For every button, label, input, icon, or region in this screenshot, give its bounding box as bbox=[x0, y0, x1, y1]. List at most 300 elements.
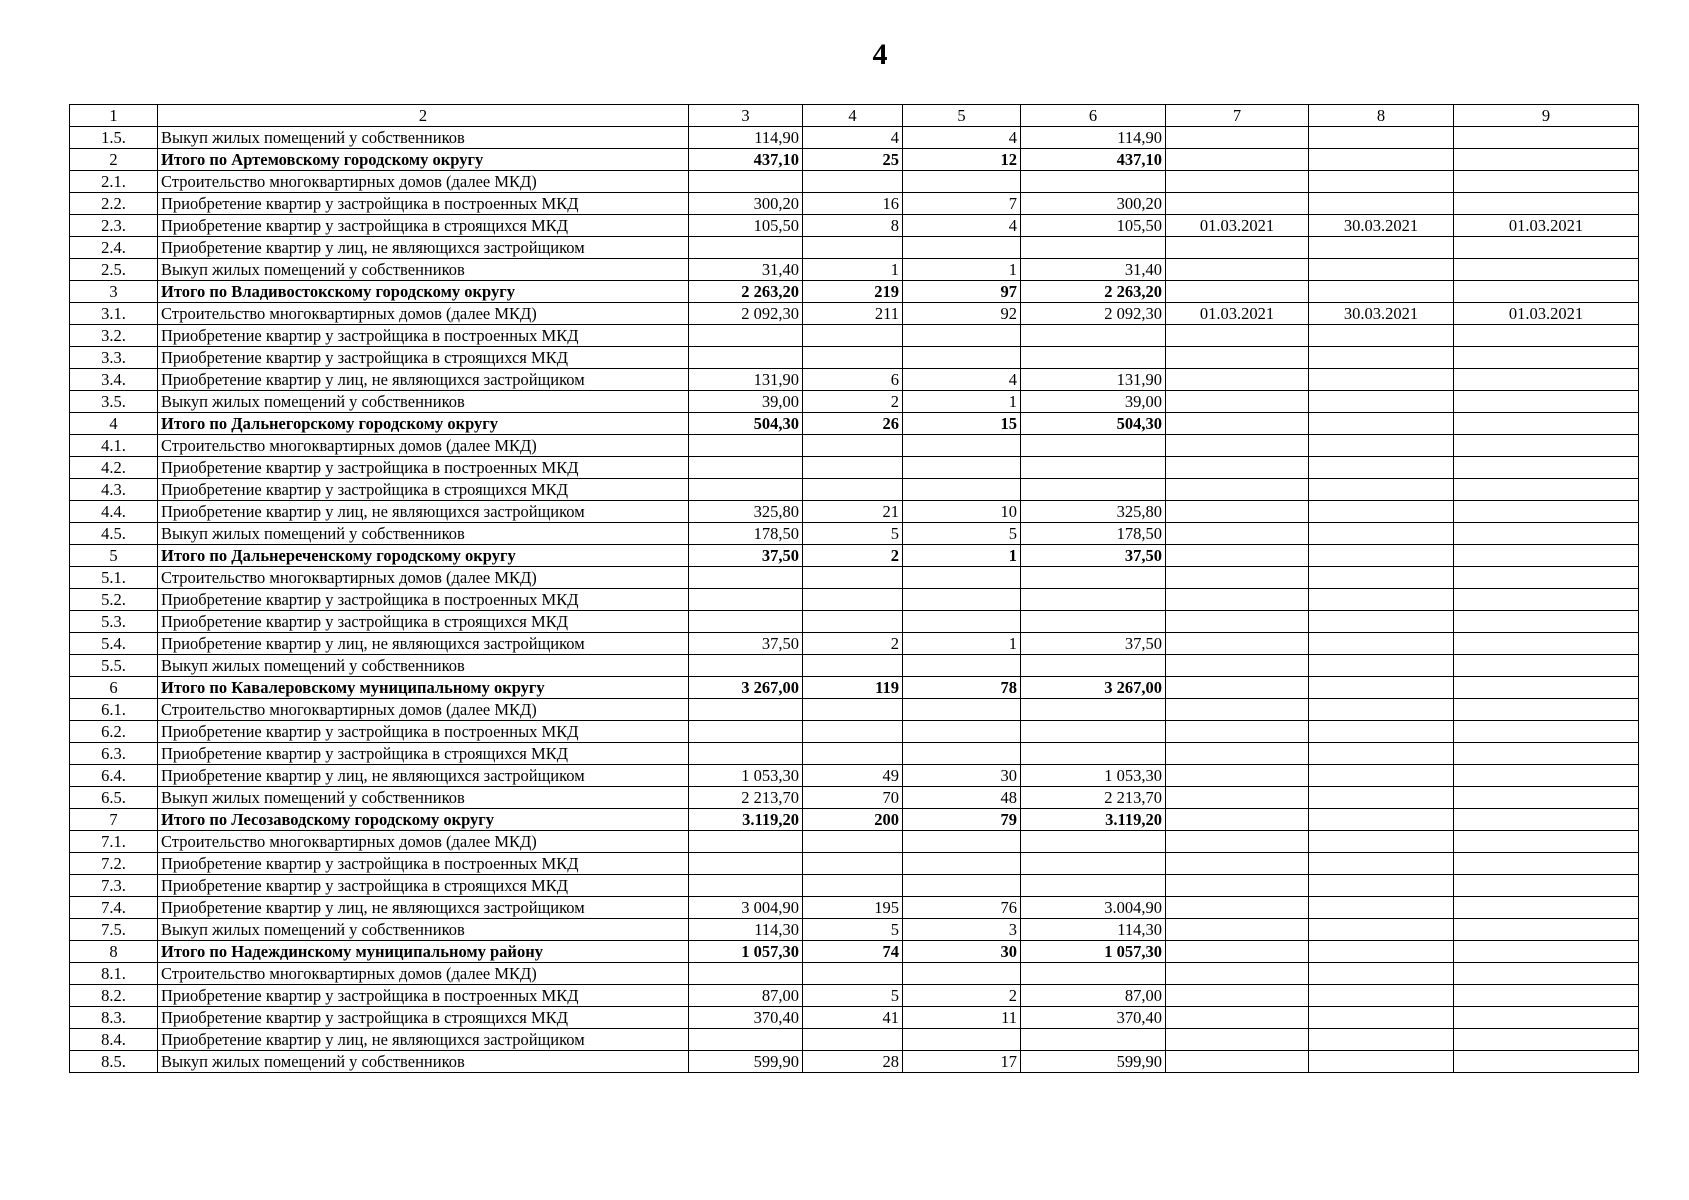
date-end bbox=[1454, 413, 1639, 435]
date-start bbox=[1166, 787, 1309, 809]
date-end bbox=[1454, 435, 1639, 457]
date-end bbox=[1454, 1051, 1639, 1073]
families-count: 5 bbox=[903, 523, 1021, 545]
families-count bbox=[903, 479, 1021, 501]
cost-value bbox=[689, 589, 803, 611]
total-value: 114,30 bbox=[1021, 919, 1166, 941]
flats-count bbox=[803, 171, 903, 193]
total-value: 1 053,30 bbox=[1021, 765, 1166, 787]
families-count bbox=[903, 963, 1021, 985]
total-value bbox=[1021, 831, 1166, 853]
flats-count: 4 bbox=[803, 127, 903, 149]
item-name: Итого по Надеждинскому муниципальному району bbox=[158, 941, 689, 963]
item-name: Приобретение квартир у лиц, не являющихся застройщиком bbox=[158, 369, 689, 391]
row-number: 5.1. bbox=[70, 567, 158, 589]
flats-count: 211 bbox=[803, 303, 903, 325]
item-name: Выкуп жилых помещений у собственников bbox=[158, 919, 689, 941]
flats-count: 74 bbox=[803, 941, 903, 963]
item-name: Приобретение квартир у застройщика в строящихся МКД bbox=[158, 347, 689, 369]
cost-value: 87,00 bbox=[689, 985, 803, 1007]
total-value: 325,80 bbox=[1021, 501, 1166, 523]
date-mid bbox=[1309, 1029, 1454, 1051]
total-value bbox=[1021, 589, 1166, 611]
date-mid bbox=[1309, 391, 1454, 413]
cost-value: 2 092,30 bbox=[689, 303, 803, 325]
table-row bbox=[70, 193, 1639, 215]
date-end bbox=[1454, 501, 1639, 523]
flats-count bbox=[803, 743, 903, 765]
date-end bbox=[1454, 611, 1639, 633]
date-start bbox=[1166, 897, 1309, 919]
total-value bbox=[1021, 655, 1166, 677]
total-value bbox=[1021, 237, 1166, 259]
row-number: 3.1. bbox=[70, 303, 158, 325]
cost-value: 114,30 bbox=[689, 919, 803, 941]
total-value bbox=[1021, 567, 1166, 589]
cost-value bbox=[689, 721, 803, 743]
item-name: Приобретение квартир у застройщика в строящихся МКД bbox=[158, 611, 689, 633]
date-end bbox=[1454, 831, 1639, 853]
families-count: 2 bbox=[903, 985, 1021, 1007]
date-mid bbox=[1309, 435, 1454, 457]
flats-count bbox=[803, 567, 903, 589]
row-number: 8.1. bbox=[70, 963, 158, 985]
row-number: 8.2. bbox=[70, 985, 158, 1007]
flats-count: 41 bbox=[803, 1007, 903, 1029]
cost-value bbox=[689, 831, 803, 853]
families-count: 15 bbox=[903, 413, 1021, 435]
item-name: Приобретение квартир у застройщика в построенных МКД bbox=[158, 853, 689, 875]
flats-count: 25 bbox=[803, 149, 903, 171]
row-number: 4.1. bbox=[70, 435, 158, 457]
families-count: 1 bbox=[903, 545, 1021, 567]
total-row bbox=[70, 413, 1639, 435]
row-number: 7.5. bbox=[70, 919, 158, 941]
date-start bbox=[1166, 721, 1309, 743]
total-row bbox=[70, 149, 1639, 171]
table-row bbox=[70, 655, 1639, 677]
flats-count bbox=[803, 589, 903, 611]
date-start bbox=[1166, 149, 1309, 171]
item-name: Выкуп жилых помещений у собственников bbox=[158, 127, 689, 149]
flats-count bbox=[803, 435, 903, 457]
row-number: 5.3. bbox=[70, 611, 158, 633]
flats-count bbox=[803, 699, 903, 721]
total-value: 31,40 bbox=[1021, 259, 1166, 281]
date-end bbox=[1454, 721, 1639, 743]
flats-count bbox=[803, 325, 903, 347]
total-row bbox=[70, 941, 1639, 963]
total-value bbox=[1021, 743, 1166, 765]
cost-value bbox=[689, 743, 803, 765]
families-count: 78 bbox=[903, 677, 1021, 699]
date-start bbox=[1166, 413, 1309, 435]
total-row bbox=[70, 677, 1639, 699]
cost-value bbox=[689, 347, 803, 369]
cost-value: 37,50 bbox=[689, 545, 803, 567]
families-count: 48 bbox=[903, 787, 1021, 809]
row-number: 5 bbox=[70, 545, 158, 567]
cost-value bbox=[689, 479, 803, 501]
flats-count: 195 bbox=[803, 897, 903, 919]
date-start bbox=[1166, 655, 1309, 677]
families-count bbox=[903, 655, 1021, 677]
date-end bbox=[1454, 985, 1639, 1007]
table-row bbox=[70, 347, 1639, 369]
cost-value bbox=[689, 457, 803, 479]
families-count: 3 bbox=[903, 919, 1021, 941]
row-number: 3.2. bbox=[70, 325, 158, 347]
date-end bbox=[1454, 347, 1639, 369]
cost-value: 1 053,30 bbox=[689, 765, 803, 787]
table-row bbox=[70, 611, 1639, 633]
families-count bbox=[903, 853, 1021, 875]
date-start bbox=[1166, 831, 1309, 853]
families-count bbox=[903, 457, 1021, 479]
table-row bbox=[70, 325, 1639, 347]
date-start bbox=[1166, 963, 1309, 985]
item-name: Приобретение квартир у лиц, не являющихся застройщиком bbox=[158, 897, 689, 919]
date-end: 01.03.2021 bbox=[1454, 303, 1639, 325]
flats-count bbox=[803, 853, 903, 875]
families-count bbox=[903, 743, 1021, 765]
families-count: 17 bbox=[903, 1051, 1021, 1073]
date-end bbox=[1454, 633, 1639, 655]
date-mid bbox=[1309, 413, 1454, 435]
cost-value: 504,30 bbox=[689, 413, 803, 435]
date-end bbox=[1454, 787, 1639, 809]
date-start bbox=[1166, 501, 1309, 523]
date-end bbox=[1454, 457, 1639, 479]
item-name: Приобретение квартир у застройщика в построенных МКД bbox=[158, 985, 689, 1007]
date-mid bbox=[1309, 347, 1454, 369]
total-row bbox=[70, 545, 1639, 567]
date-mid bbox=[1309, 127, 1454, 149]
date-mid bbox=[1309, 655, 1454, 677]
date-mid bbox=[1309, 501, 1454, 523]
item-name: Выкуп жилых помещений у собственников bbox=[158, 523, 689, 545]
flats-count: 8 bbox=[803, 215, 903, 237]
item-name: Приобретение квартир у застройщика в строящихся МКД bbox=[158, 875, 689, 897]
item-name: Выкуп жилых помещений у собственников bbox=[158, 391, 689, 413]
table-row bbox=[70, 1051, 1639, 1073]
table-row bbox=[70, 523, 1639, 545]
date-end bbox=[1454, 193, 1639, 215]
date-start bbox=[1166, 479, 1309, 501]
date-mid bbox=[1309, 523, 1454, 545]
total-value: 114,90 bbox=[1021, 127, 1166, 149]
row-number: 2.1. bbox=[70, 171, 158, 193]
item-name: Строительство многоквартирных домов (далее МКД) bbox=[158, 303, 689, 325]
page-number: 4 bbox=[872, 38, 888, 71]
row-number: 1.5. bbox=[70, 127, 158, 149]
date-mid bbox=[1309, 875, 1454, 897]
date-start bbox=[1166, 611, 1309, 633]
date-start bbox=[1166, 435, 1309, 457]
date-end bbox=[1454, 325, 1639, 347]
flats-count bbox=[803, 457, 903, 479]
cost-value bbox=[689, 963, 803, 985]
date-mid bbox=[1309, 831, 1454, 853]
row-number: 8.5. bbox=[70, 1051, 158, 1073]
date-end bbox=[1454, 1007, 1639, 1029]
item-name: Выкуп жилых помещений у собственников bbox=[158, 655, 689, 677]
date-mid bbox=[1309, 897, 1454, 919]
row-number: 2.5. bbox=[70, 259, 158, 281]
row-number: 6.2. bbox=[70, 721, 158, 743]
date-end bbox=[1454, 875, 1639, 897]
flats-count: 21 bbox=[803, 501, 903, 523]
date-start bbox=[1166, 567, 1309, 589]
date-start bbox=[1166, 325, 1309, 347]
date-start bbox=[1166, 457, 1309, 479]
row-number: 6 bbox=[70, 677, 158, 699]
item-name: Приобретение квартир у застройщика в строящихся МКД bbox=[158, 215, 689, 237]
flats-count: 5 bbox=[803, 523, 903, 545]
total-value: 2 263,20 bbox=[1021, 281, 1166, 303]
date-mid bbox=[1309, 853, 1454, 875]
date-start bbox=[1166, 765, 1309, 787]
column-number: 6 bbox=[1021, 105, 1166, 127]
total-value: 3.119,20 bbox=[1021, 809, 1166, 831]
cost-value bbox=[689, 1029, 803, 1051]
families-count bbox=[903, 325, 1021, 347]
flats-count bbox=[803, 1029, 903, 1051]
item-name: Строительство многоквартирных домов (далее МКД) bbox=[158, 699, 689, 721]
date-end bbox=[1454, 567, 1639, 589]
date-mid: 30.03.2021 bbox=[1309, 215, 1454, 237]
item-name: Строительство многоквартирных домов (далее МКД) bbox=[158, 963, 689, 985]
cost-value: 2 213,70 bbox=[689, 787, 803, 809]
date-mid bbox=[1309, 1007, 1454, 1029]
flats-count: 70 bbox=[803, 787, 903, 809]
date-mid bbox=[1309, 457, 1454, 479]
item-name: Приобретение квартир у лиц, не являющихся застройщиком bbox=[158, 633, 689, 655]
flats-count: 5 bbox=[803, 919, 903, 941]
row-number: 3.5. bbox=[70, 391, 158, 413]
families-count: 4 bbox=[903, 215, 1021, 237]
date-mid bbox=[1309, 809, 1454, 831]
table-row bbox=[70, 765, 1639, 787]
column-number: 2 bbox=[158, 105, 689, 127]
date-end bbox=[1454, 853, 1639, 875]
total-value: 437,10 bbox=[1021, 149, 1166, 171]
cost-value: 31,40 bbox=[689, 259, 803, 281]
date-end bbox=[1454, 743, 1639, 765]
cost-value: 105,50 bbox=[689, 215, 803, 237]
date-end bbox=[1454, 963, 1639, 985]
flats-count: 200 bbox=[803, 809, 903, 831]
column-number: 5 bbox=[903, 105, 1021, 127]
table-row bbox=[70, 589, 1639, 611]
total-row bbox=[70, 809, 1639, 831]
date-mid bbox=[1309, 479, 1454, 501]
column-number: 7 bbox=[1166, 105, 1309, 127]
row-number: 7 bbox=[70, 809, 158, 831]
row-number: 4.5. bbox=[70, 523, 158, 545]
row-number: 5.5. bbox=[70, 655, 158, 677]
date-end bbox=[1454, 237, 1639, 259]
date-mid bbox=[1309, 369, 1454, 391]
table-row bbox=[70, 787, 1639, 809]
families-count: 97 bbox=[903, 281, 1021, 303]
total-value: 300,20 bbox=[1021, 193, 1166, 215]
table-row bbox=[70, 237, 1639, 259]
row-number: 4.4. bbox=[70, 501, 158, 523]
total-value bbox=[1021, 171, 1166, 193]
flats-count: 1 bbox=[803, 259, 903, 281]
table-row bbox=[70, 171, 1639, 193]
table-row bbox=[70, 721, 1639, 743]
date-mid bbox=[1309, 237, 1454, 259]
families-count bbox=[903, 831, 1021, 853]
flats-count bbox=[803, 831, 903, 853]
families-count: 12 bbox=[903, 149, 1021, 171]
item-name: Строительство многоквартирных домов (далее МКД) bbox=[158, 831, 689, 853]
table-row bbox=[70, 369, 1639, 391]
total-value bbox=[1021, 699, 1166, 721]
row-number: 2.3. bbox=[70, 215, 158, 237]
date-end bbox=[1454, 677, 1639, 699]
date-mid bbox=[1309, 677, 1454, 699]
date-end bbox=[1454, 523, 1639, 545]
total-value bbox=[1021, 611, 1166, 633]
date-end bbox=[1454, 809, 1639, 831]
cost-value: 3 267,00 bbox=[689, 677, 803, 699]
item-name: Приобретение квартир у застройщика в построенных МКД bbox=[158, 325, 689, 347]
flats-count: 5 bbox=[803, 985, 903, 1007]
families-count bbox=[903, 721, 1021, 743]
date-start bbox=[1166, 985, 1309, 1007]
cost-value: 325,80 bbox=[689, 501, 803, 523]
date-end bbox=[1454, 369, 1639, 391]
table-row bbox=[70, 633, 1639, 655]
item-name: Приобретение квартир у застройщика в построенных МКД bbox=[158, 721, 689, 743]
cost-value bbox=[689, 435, 803, 457]
cost-value bbox=[689, 567, 803, 589]
date-start bbox=[1166, 281, 1309, 303]
row-number: 8.3. bbox=[70, 1007, 158, 1029]
column-number: 4 bbox=[803, 105, 903, 127]
column-number: 1 bbox=[70, 105, 158, 127]
date-start bbox=[1166, 875, 1309, 897]
families-count bbox=[903, 875, 1021, 897]
total-value bbox=[1021, 853, 1166, 875]
table-row bbox=[70, 501, 1639, 523]
date-start bbox=[1166, 171, 1309, 193]
table-row bbox=[70, 831, 1639, 853]
cost-value: 437,10 bbox=[689, 149, 803, 171]
cost-value: 39,00 bbox=[689, 391, 803, 413]
total-value: 178,50 bbox=[1021, 523, 1166, 545]
item-name: Итого по Владивостокскому городскому округу bbox=[158, 281, 689, 303]
families-count: 4 bbox=[903, 369, 1021, 391]
item-name: Выкуп жилых помещений у собственников bbox=[158, 787, 689, 809]
date-mid bbox=[1309, 149, 1454, 171]
item-name: Строительство многоквартирных домов (далее МКД) bbox=[158, 171, 689, 193]
families-count: 1 bbox=[903, 259, 1021, 281]
table-row bbox=[70, 743, 1639, 765]
total-value: 1 057,30 bbox=[1021, 941, 1166, 963]
date-start bbox=[1166, 677, 1309, 699]
total-value bbox=[1021, 875, 1166, 897]
item-name: Приобретение квартир у застройщика в строящихся МКД bbox=[158, 743, 689, 765]
date-end bbox=[1454, 941, 1639, 963]
total-value: 599,90 bbox=[1021, 1051, 1166, 1073]
date-start bbox=[1166, 809, 1309, 831]
flats-count bbox=[803, 721, 903, 743]
date-end bbox=[1454, 391, 1639, 413]
row-number: 8 bbox=[70, 941, 158, 963]
item-name: Итого по Артемовскому городскому округу bbox=[158, 149, 689, 171]
item-name: Приобретение квартир у застройщика в построенных МКД bbox=[158, 589, 689, 611]
date-start: 01.03.2021 bbox=[1166, 303, 1309, 325]
families-count bbox=[903, 699, 1021, 721]
families-count: 1 bbox=[903, 633, 1021, 655]
families-count bbox=[903, 435, 1021, 457]
table-row bbox=[70, 897, 1639, 919]
row-number: 3.3. bbox=[70, 347, 158, 369]
row-number: 4.2. bbox=[70, 457, 158, 479]
date-mid bbox=[1309, 765, 1454, 787]
flats-count: 16 bbox=[803, 193, 903, 215]
flats-count bbox=[803, 611, 903, 633]
flats-count: 6 bbox=[803, 369, 903, 391]
cost-value bbox=[689, 875, 803, 897]
total-value: 87,00 bbox=[1021, 985, 1166, 1007]
table-row bbox=[70, 457, 1639, 479]
total-value: 39,00 bbox=[1021, 391, 1166, 413]
flats-count bbox=[803, 237, 903, 259]
item-name: Приобретение квартир у застройщика в построенных МКД bbox=[158, 193, 689, 215]
item-name: Итого по Дальнегорскому городскому округу bbox=[158, 413, 689, 435]
date-mid bbox=[1309, 985, 1454, 1007]
date-start bbox=[1166, 941, 1309, 963]
date-end bbox=[1454, 479, 1639, 501]
total-value: 37,50 bbox=[1021, 633, 1166, 655]
item-name: Приобретение квартир у лиц, не являющихся застройщиком bbox=[158, 765, 689, 787]
table-row bbox=[70, 303, 1639, 325]
families-count bbox=[903, 347, 1021, 369]
date-start bbox=[1166, 237, 1309, 259]
date-start bbox=[1166, 523, 1309, 545]
table-row bbox=[70, 215, 1639, 237]
item-name: Приобретение квартир у застройщика в строящихся МКД bbox=[158, 479, 689, 501]
date-mid bbox=[1309, 171, 1454, 193]
total-value: 2 213,70 bbox=[1021, 787, 1166, 809]
row-number: 4 bbox=[70, 413, 158, 435]
date-start bbox=[1166, 1051, 1309, 1073]
date-start bbox=[1166, 127, 1309, 149]
families-count bbox=[903, 589, 1021, 611]
date-start bbox=[1166, 853, 1309, 875]
cost-value: 37,50 bbox=[689, 633, 803, 655]
table-row bbox=[70, 567, 1639, 589]
date-start bbox=[1166, 545, 1309, 567]
date-end bbox=[1454, 655, 1639, 677]
date-end bbox=[1454, 149, 1639, 171]
date-mid bbox=[1309, 611, 1454, 633]
total-value bbox=[1021, 457, 1166, 479]
table-row bbox=[70, 479, 1639, 501]
program-table bbox=[69, 104, 1639, 1073]
families-count: 76 bbox=[903, 897, 1021, 919]
cost-value bbox=[689, 611, 803, 633]
table-row bbox=[70, 259, 1639, 281]
row-number: 2.4. bbox=[70, 237, 158, 259]
table-row bbox=[70, 985, 1639, 1007]
table-row bbox=[70, 875, 1639, 897]
